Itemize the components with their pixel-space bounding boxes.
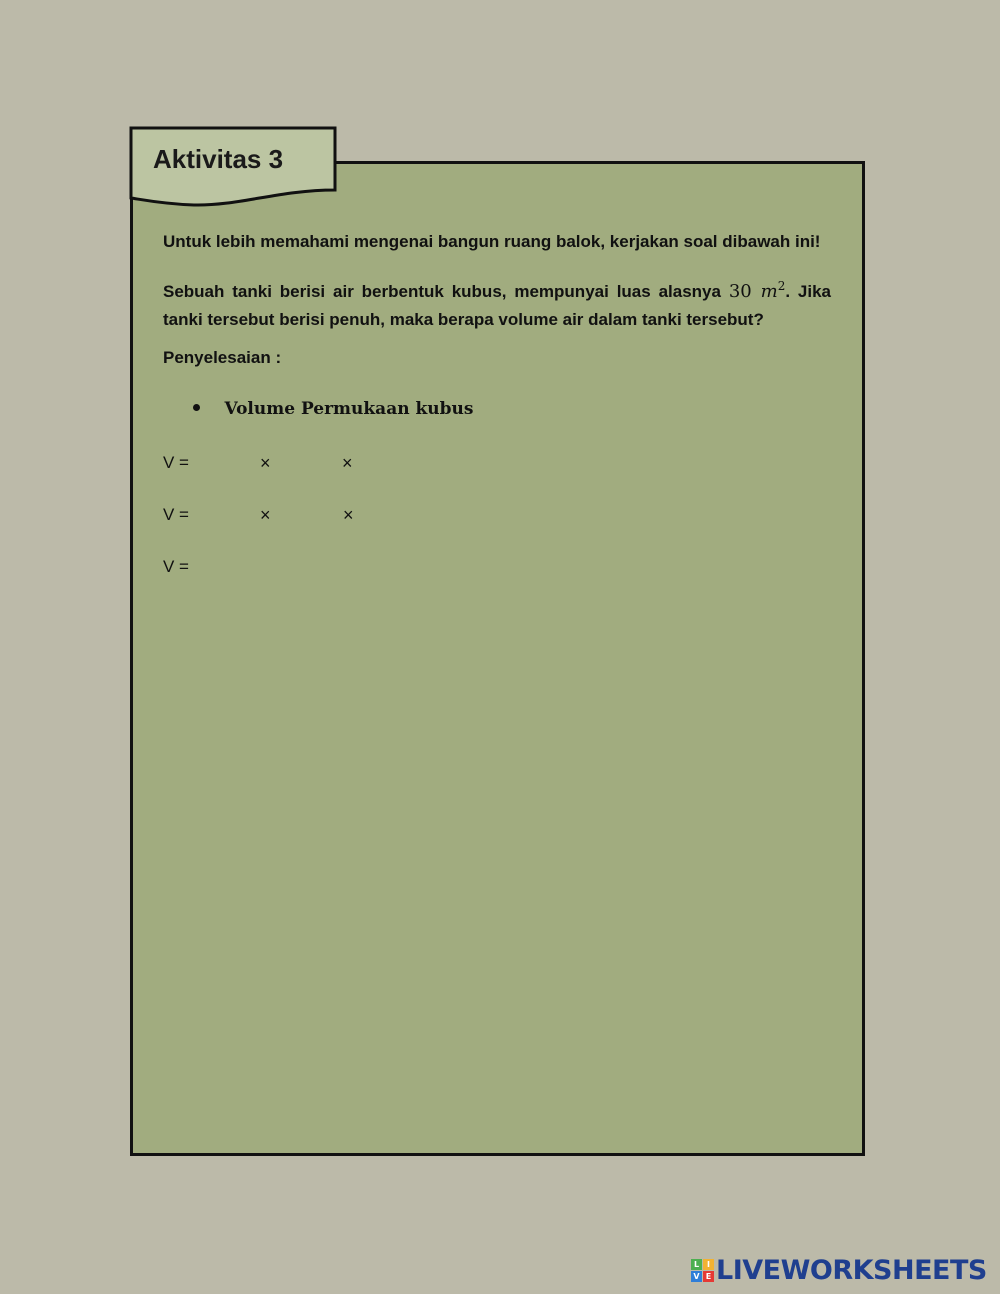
logo-letter: L [691, 1259, 702, 1270]
question-text-after: . Jika tanki tersebut berisi penuh, maka berapa volume air dalam tanki tersebut? [163, 282, 831, 329]
question-text-before: Sebuah tanki berisi air berbentuk kubus, mempunyai luas alasnya [163, 282, 721, 301]
area-number: 30 [728, 281, 752, 302]
logo-letter: I [703, 1259, 714, 1270]
times-icon: × [260, 453, 271, 473]
liveworksheets-logo [691, 1255, 987, 1285]
area-exponent: 2 [777, 279, 786, 293]
activity-tab [129, 126, 337, 210]
logo-letter: V [691, 1271, 702, 1282]
intro-text: Untuk lebih memahami mengenai bangun ruang balok, kerjakan soal dibawah ini! [163, 232, 821, 251]
area-value [729, 281, 786, 302]
solution-label: Penyelesaian : [163, 348, 282, 367]
logo-icon [691, 1259, 714, 1282]
equation-line-3: V = [163, 557, 189, 576]
area-unit: m [760, 281, 778, 302]
equation-line-2: V = [163, 505, 189, 524]
bullet-item [193, 399, 473, 419]
bullet-text: Volume Permukaan kubus [224, 399, 474, 419]
logo-text: LIVEWORKSHEETS [716, 1254, 987, 1286]
question-text [163, 272, 831, 334]
bullet-dot-icon [193, 404, 200, 411]
equation-line-1: V = [163, 453, 189, 472]
times-icon: × [342, 453, 353, 473]
times-icon: × [260, 505, 271, 525]
activity-title: Aktivitas 3 [153, 144, 284, 174]
logo-letter: E [703, 1271, 714, 1282]
times-icon: × [343, 505, 354, 525]
